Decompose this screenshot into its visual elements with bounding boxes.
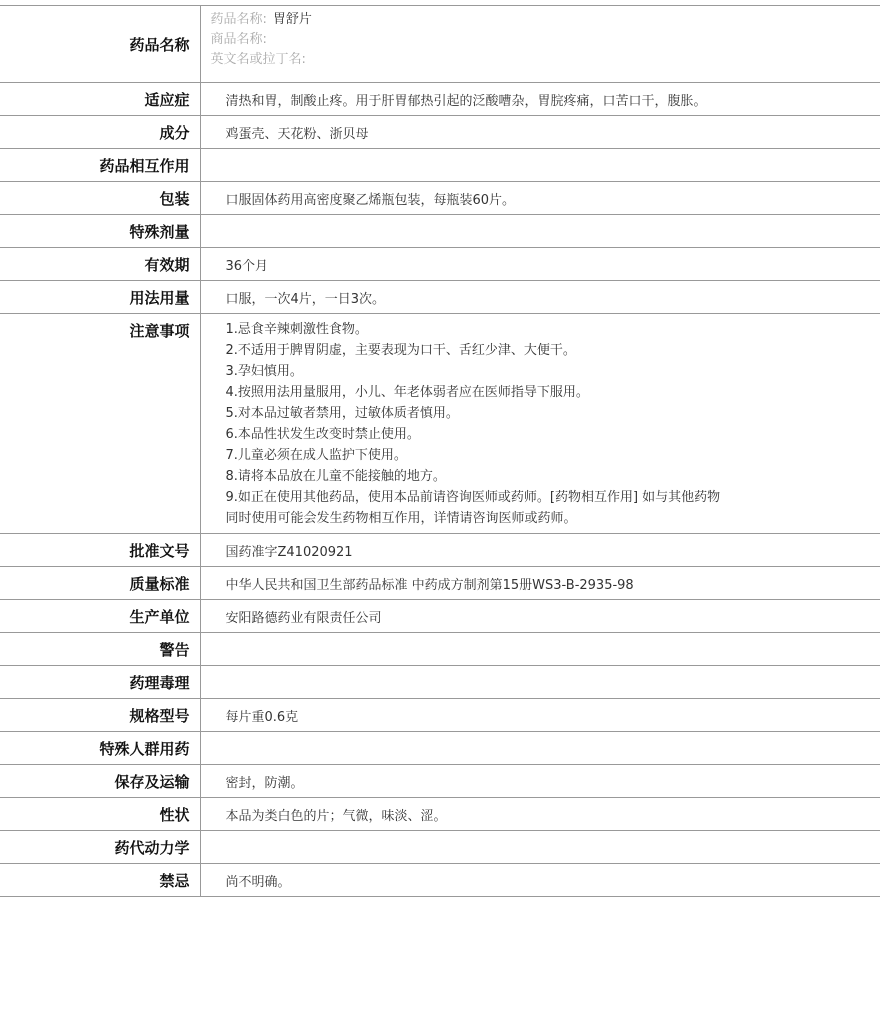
row-pharmacokinetics [0,831,880,864]
row-usage [0,281,880,314]
latin-name-key: 英文名或拉丁名: [210,52,306,67]
value-specification: 每片重0.6克 [200,699,880,732]
label-storage: 保存及运输 [0,765,200,798]
latin-name-line [211,50,880,70]
row-precautions [0,314,880,534]
value-indications: 清热和胃，制酸止疼。用于肝胃郁热引起的泛酸嘈杂，胃脘疼痛，口苦口干，腹胀。 [200,83,880,116]
trade-name-line [211,30,880,50]
precautions-list [226,314,880,533]
precaution-item: 4.按照用法用量服用，小儿、年老体弱者应在医师指导下服用。 [225,385,589,400]
row-manufacturer [0,600,880,633]
label-special-groups: 特殊人群用药 [0,732,200,765]
row-packaging [0,182,880,215]
row-warning [0,633,880,666]
label-toxicology: 药理毒理 [0,666,200,699]
value-ingredients: 鸡蛋壳、天花粉、浙贝母 [200,116,880,149]
value-special-groups [200,732,880,765]
label-shelf-life: 有效期 [0,248,200,281]
label-packaging: 包装 [0,182,200,215]
label-ingredients: 成分 [0,116,200,149]
value-contraindications: 尚不明确。 [200,864,880,897]
value-shelf-life: 36个月 [200,248,880,281]
label-warning: 警告 [0,633,200,666]
value-packaging: 口服固体药用高密度聚乙烯瓶包装，每瓶装60片。 [200,182,880,215]
row-specification [0,699,880,732]
label-properties: 性状 [0,798,200,831]
row-toxicology [0,666,880,699]
row-contraindications [0,864,880,897]
label-quality-standard: 质量标准 [0,567,200,600]
value-drug-name-block [200,6,880,83]
precaution-item: 同时使用可能会发生药物相互作用，详情请咨询医师或药师。 [225,511,577,526]
value-usage: 口服，一次4片，一日3次。 [200,281,880,314]
label-manufacturer: 生产单位 [0,600,200,633]
trade-name-key: 商品名称: [210,32,267,47]
row-special-groups [0,732,880,765]
value-approval-number: 国药准字Z41020921 [200,534,880,567]
precaution-item: 9.如正在使用其他药品，使用本品前请咨询医师或药师。[药物相互作用] 如与其他药物 [225,490,721,505]
row-drug-name [0,6,880,83]
drug-info-table [0,5,880,897]
value-precautions [200,314,880,534]
row-shelf-life [0,248,880,281]
row-special-dosage [0,215,880,248]
precaution-item: 3.孕妇慎用。 [225,364,303,379]
label-specification: 规格型号 [0,699,200,732]
label-indications: 适应症 [0,83,200,116]
precaution-item: 1.忌食辛辣刺激性食物。 [225,322,368,337]
label-pharmacokinetics: 药代动力学 [0,831,200,864]
label-interactions: 药品相互作用 [0,149,200,182]
value-special-dosage [200,215,880,248]
precaution-item: 7.儿童必须在成人监护下使用。 [225,448,407,463]
row-storage [0,765,880,798]
row-properties [0,798,880,831]
label-approval-number: 批准文号 [0,534,200,567]
value-manufacturer: 安阳路德药业有限责任公司 [200,600,880,633]
value-interactions [200,149,880,182]
row-indications [0,83,880,116]
label-special-dosage: 特殊剂量 [0,215,200,248]
value-quality-standard: 中华人民共和国卫生部药品标准 中药成方制剂第15册WS3-B-2935-98 [200,567,880,600]
row-approval-number [0,534,880,567]
precaution-item: 5.对本品过敏者禁用，过敏体质者慎用。 [225,406,459,421]
generic-name-value: 胃舒片 [272,12,312,27]
value-toxicology [200,666,880,699]
precaution-item: 6.本品性状发生改变时禁止使用。 [225,427,420,442]
generic-name-line [211,10,880,30]
value-storage: 密封，防潮。 [200,765,880,798]
precaution-item: 8.请将本品放在儿童不能接触的地方。 [225,469,446,484]
value-properties: 本品为类白色的片；气微，味淡、涩。 [200,798,880,831]
generic-name-key: 药品名称: [210,12,267,27]
precaution-item: 2.不适用于脾胃阴虚，主要表现为口干、舌红少津、大便干。 [225,343,576,358]
label-usage: 用法用量 [0,281,200,314]
label-contraindications: 禁忌 [0,864,200,897]
value-warning [200,633,880,666]
row-ingredients [0,116,880,149]
row-interactions [0,149,880,182]
value-pharmacokinetics [200,831,880,864]
row-quality-standard [0,567,880,600]
label-drug-name: 药品名称 [0,6,200,83]
label-precautions: 注意事项 [0,314,200,534]
